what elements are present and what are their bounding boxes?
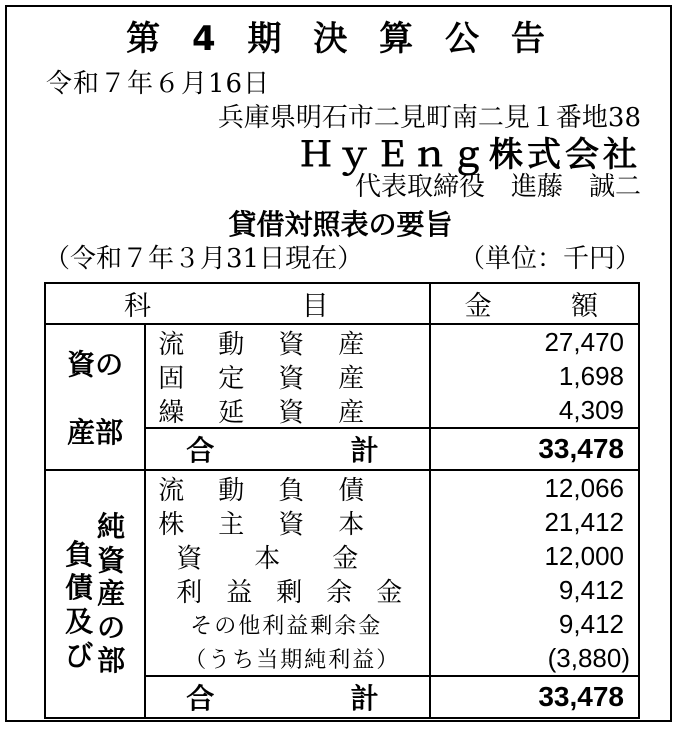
period-note: （令和７年３月31日現在） [44,244,364,274]
liabilities-total-label-left: 合 [186,682,215,715]
assets-total-label-right: 計 [350,434,379,467]
subject-header [45,283,430,324]
asset-item-label: 繰延資産 [158,397,399,428]
liabilities-section-char: 債 [65,571,94,605]
liabilities-section-char: 産 [97,577,126,611]
liability-item-value: 12,066 [544,472,624,503]
liabilities-section-char: の [97,610,126,644]
asset-item-label: 固定資産 [158,363,399,394]
subject-header-right: 目 [301,291,329,322]
liabilities-items-row [45,470,639,676]
liability-item-label: 株主資本 [158,509,399,540]
amount-header-right: 額 [571,291,598,322]
assets-section-line2: 産部 [67,416,124,449]
assets-section-label [45,324,145,470]
liabilities-section-char: び [65,638,94,672]
assets-item-labels [145,324,429,428]
notice-title: 第 4 期 決 算 公 告 [126,19,555,59]
assets-total-value: 33,478 [430,428,639,470]
asset-item-label: 流動資産 [158,329,399,360]
unit-note: （単位：千円） [458,244,641,274]
assets-items-row [45,324,639,428]
amount-header [430,283,639,324]
asset-item-value: 27,470 [544,326,624,357]
liabilities-section-char: 負 [65,537,94,571]
liabilities-section-char: 部 [97,644,126,678]
liability-item-value: 9,412 [558,574,624,605]
notice-date: 令和７年６月16日 [46,69,271,99]
liability-item-label: （うち当期純利益） [184,647,401,673]
assets-item-values [430,324,639,428]
balance-sheet-title: 貸借対照表の要旨 [228,208,453,241]
liability-item-value: 21,412 [544,506,624,537]
liability-item-value: 12,000 [544,540,624,571]
liabilities-total-label [145,676,429,718]
liability-item-label: 資本金 [176,543,411,574]
amount-header-left: 金 [464,291,492,322]
liability-item-label: その他利益剰余金 [190,613,383,639]
company-name: ＨｙＥｎｇ株式会社 [299,135,641,175]
liabilities-total-label-right: 計 [350,682,379,715]
asset-item-value: 1,698 [558,360,624,391]
liabilities-item-labels [145,470,429,676]
liabilities-section-char: 及 [65,605,94,638]
assets-total-label [145,428,429,470]
liability-item-value: (3,880) [547,642,630,673]
liabilities-item-values [430,470,639,676]
liabilities-section-label [45,470,145,718]
company-address: 兵庫県明石市二見町南二見１番地38 [217,103,641,133]
representative: 代表取締役 進藤 誠二 [354,172,641,202]
liabilities-section-char: 資 [97,543,126,577]
assets-total-label-left: 合 [186,434,215,467]
liability-item-label: 利益剰余金 [176,577,427,608]
table-header-row [45,283,639,324]
liability-item-value: 9,412 [558,608,624,639]
liabilities-total-value: 33,478 [430,676,639,718]
balance-sheet-table [44,282,640,719]
asset-item-value: 4,309 [558,394,624,425]
assets-section-line1: 資の [67,348,124,381]
liability-item-label: 流動負債 [158,475,399,506]
subject-header-left: 科 [124,291,151,322]
liabilities-section-char: 純 [97,510,126,544]
